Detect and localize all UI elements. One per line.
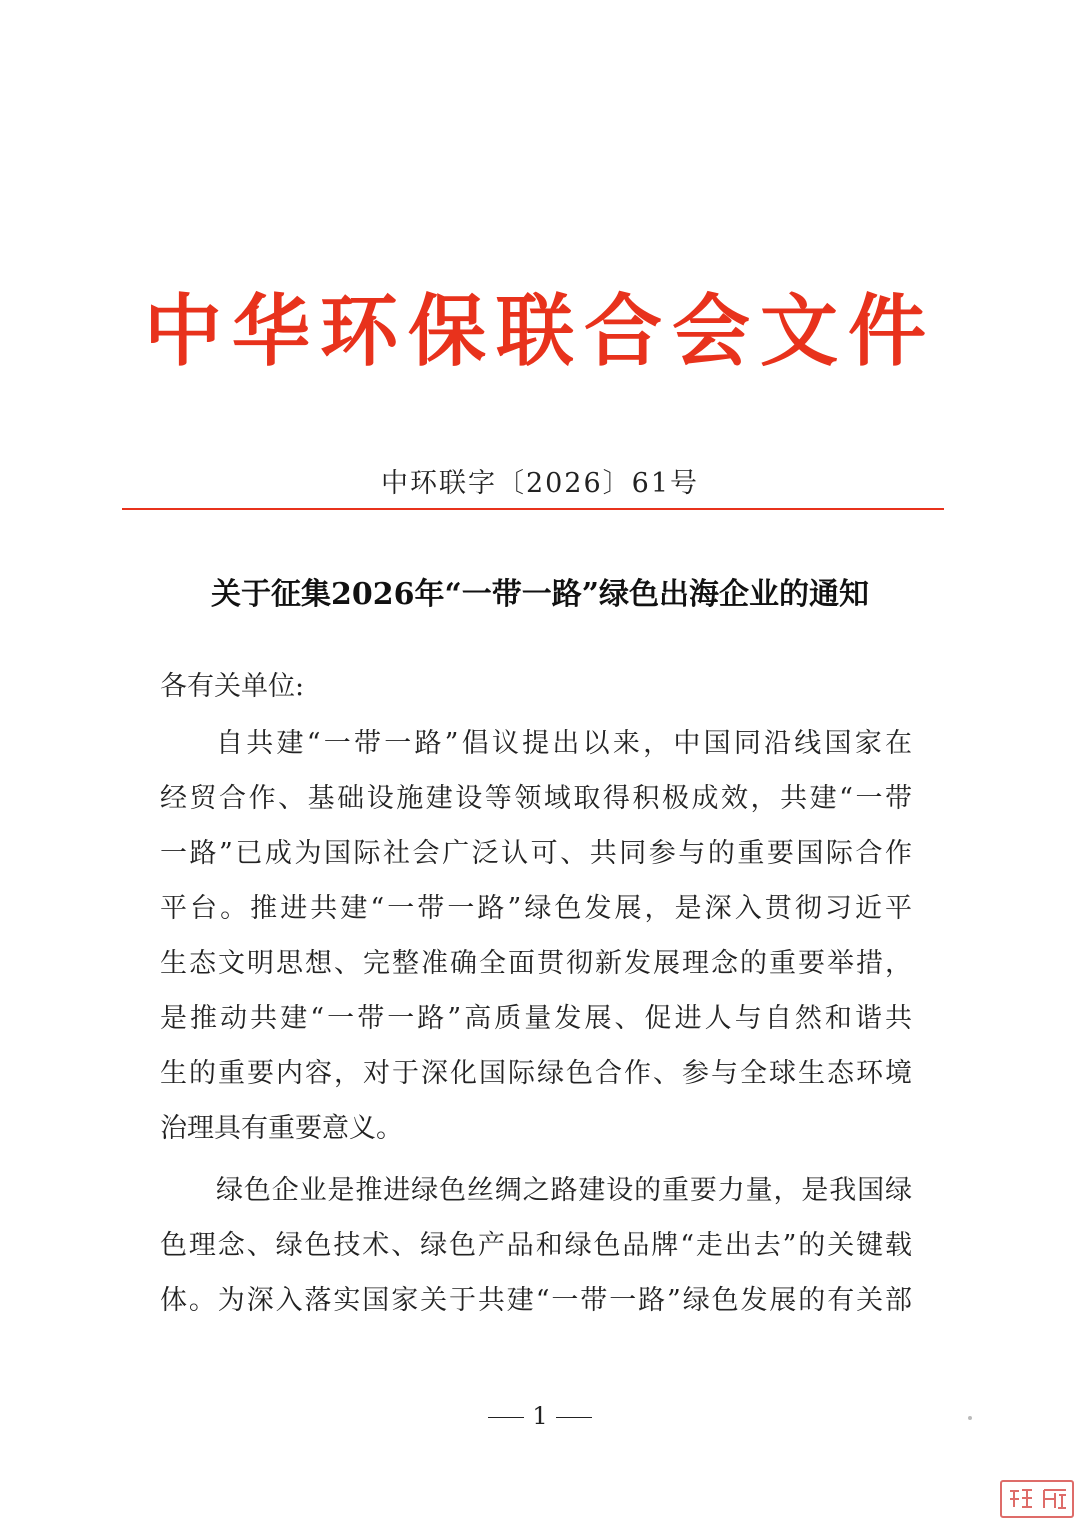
- scan-speck: [968, 1416, 972, 1420]
- page-number-value: 1: [532, 1402, 548, 1430]
- issuer-title: 中华环保联合会文件: [143, 287, 936, 377]
- body-line: 体。为深入落实国家关于共建“一带一路”绿色发展的有关部: [160, 1285, 912, 1316]
- body-line: 生态文明思想、完整准确全面贯彻新发展理念的重要举措，: [160, 948, 912, 979]
- body-line: 平台。推进共建“一带一路”绿色发展，是深入贯彻习近平: [160, 893, 912, 924]
- seal-glyph-left: [1007, 1487, 1035, 1511]
- page-number-dash: [556, 1417, 592, 1418]
- body-line: 经贸合作、基础设施建设等领域取得积极成效，共建“一带: [160, 783, 912, 814]
- body-line: 一路”已成为国际社会广泛认可、共同参与的重要国际合作: [160, 838, 912, 869]
- body-line: 色理念、绿色技术、绿色产品和绿色品牌“走出去”的关键载: [160, 1230, 912, 1261]
- red-divider: [122, 508, 944, 510]
- body-line: 绿色企业是推进绿色丝绸之路建设的重要力量，是我国绿: [216, 1175, 912, 1206]
- body-line: 自共建“一带一路”倡议提出以来，中国同沿线国家在: [216, 728, 912, 759]
- body-line: 是推动共建“一带一路”高质量发展、促进人与自然和谐共: [160, 1003, 912, 1034]
- notice-title: 关于征集2026年“一带一路”绿色出海企业的通知: [210, 577, 869, 612]
- page-number: [0, 1396, 1080, 1436]
- page-number-dash: [488, 1417, 524, 1418]
- body-line: 治理具有重要意义。: [160, 1113, 403, 1144]
- watermark-seal: [1000, 1480, 1074, 1518]
- document-number: 中环联字〔2026〕61号: [380, 468, 700, 499]
- salutation: 各有关单位:: [160, 671, 305, 702]
- body-line: 生的重要内容，对于深化国际绿色合作、参与全球生态环境: [160, 1058, 912, 1089]
- seal-glyph-right: [1041, 1487, 1069, 1511]
